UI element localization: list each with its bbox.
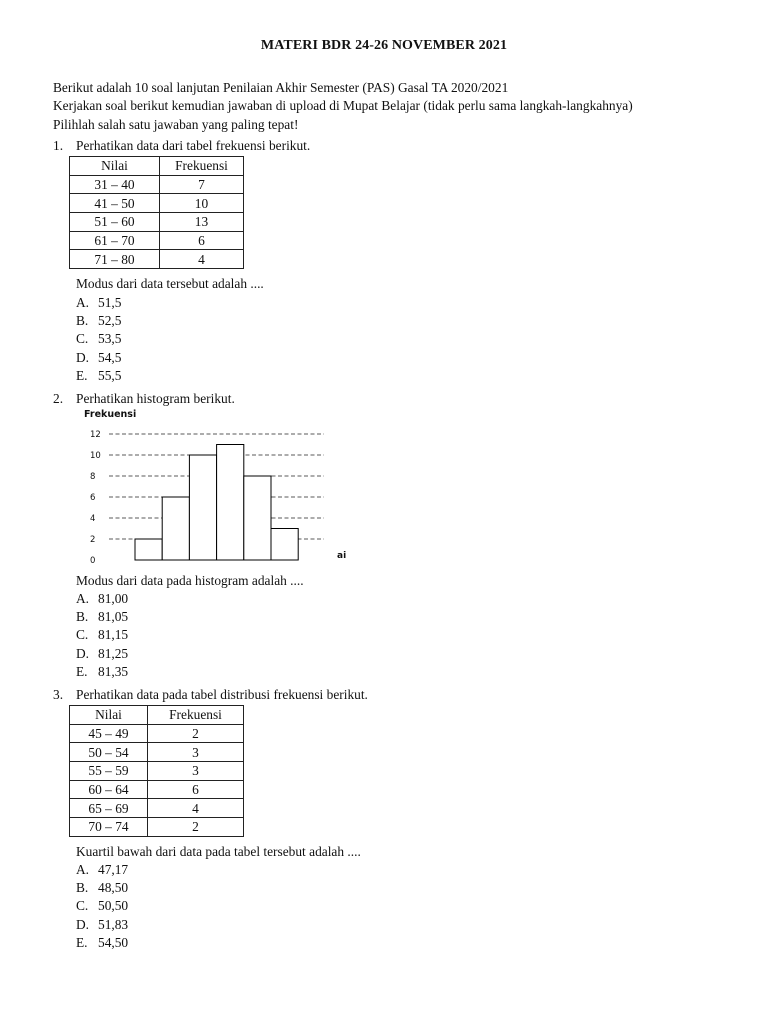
question-number: 1. [53, 138, 64, 153]
option-letter: E. [76, 367, 88, 383]
table-header-row [70, 157, 244, 176]
table-row [70, 743, 244, 762]
table-cell: 45 – 49 [70, 724, 148, 743]
y-tick-labels [90, 430, 101, 566]
option-value: 52,5 [98, 313, 122, 329]
table-row [70, 799, 244, 818]
table-cell: 13 [160, 213, 244, 232]
question-text: Perhatikan data dari tabel frekuensi berikut. [76, 138, 311, 153]
intro-line: Kerjakan soal berikut kemudian jawaban di upload di Mupat Belajar (tidak perlu sama langkah-langkahnya) [53, 98, 633, 114]
page-title: MATERI BDR 24-26 NOVEMBER 2021 [260, 38, 508, 53]
option-letter: E. [76, 663, 88, 679]
table-cell: 7 [160, 175, 244, 194]
option-value: 54,50 [98, 934, 129, 950]
q2-prompt: Modus dari data pada histogram adalah .... [76, 573, 304, 588]
histogram-bar [135, 539, 162, 560]
histogram-svg [80, 404, 360, 572]
answer-option [76, 645, 128, 663]
table-cell: 65 – 69 [70, 799, 148, 818]
answer-option [76, 897, 128, 915]
table-cell: 3 [148, 743, 244, 762]
table-cell: 3 [148, 762, 244, 781]
option-value: 48,50 [98, 880, 129, 896]
option-letter: A. [76, 591, 90, 606]
option-value: 81,25 [98, 645, 129, 661]
option-letter: D. [76, 349, 90, 365]
intro-line: Berikut adalah 10 soal lanjutan Penilaian Akhir Semester (PAS) Gasal TA 2020/2021 [53, 80, 509, 95]
option-value: 50,50 [98, 898, 129, 914]
answer-option [76, 934, 128, 952]
option-letter: B. [76, 880, 89, 896]
answer-option [76, 349, 121, 367]
question-1-heading [53, 138, 310, 154]
answer-option [76, 294, 121, 312]
bar-group [135, 445, 298, 561]
q3-prompt: Kuartil bawah dari data pada tabel tersebut adalah .... [76, 844, 361, 859]
y-tick-label: 12 [90, 430, 101, 440]
option-letter: A. [76, 295, 90, 310]
table-row [70, 194, 244, 213]
option-value: 81,35 [98, 663, 129, 679]
answer-option [76, 916, 128, 934]
histogram-bar [217, 445, 244, 561]
option-value: 81,15 [98, 627, 129, 643]
table-header-cell: Frekuensi [160, 157, 244, 176]
table-cell: 2 [148, 818, 244, 837]
answer-option [76, 330, 121, 348]
q2-options [76, 590, 128, 681]
option-value: 81,05 [98, 609, 129, 625]
histogram-chart [80, 404, 360, 572]
answer-option [76, 879, 128, 897]
intro-line: Pilihlah salah satu jawaban yang paling tepat! [53, 116, 299, 132]
option-value: 51,5 [98, 295, 122, 310]
y-tick-label: 0 [90, 556, 96, 566]
table-row [70, 780, 244, 799]
histogram-bar [244, 476, 271, 560]
q1-options [76, 294, 121, 385]
option-value: 55,5 [98, 367, 122, 383]
option-letter: A. [76, 862, 90, 877]
q3-frequency-table [69, 705, 244, 837]
table-cell: 10 [160, 194, 244, 213]
q3-options [76, 861, 128, 952]
table-cell: 71 – 80 [70, 250, 160, 269]
option-value: 51,83 [98, 916, 129, 932]
x-axis-label: ai [337, 551, 347, 561]
option-value: 53,5 [98, 331, 122, 347]
option-letter: B. [76, 313, 89, 329]
answer-option [76, 861, 128, 879]
option-letter: D. [76, 645, 90, 661]
table-header-row [70, 706, 244, 725]
table-header-cell: Nilai [70, 706, 148, 725]
table-row [70, 724, 244, 743]
table-cell: 41 – 50 [70, 194, 160, 213]
option-letter: B. [76, 609, 89, 625]
answer-option [76, 367, 121, 385]
table-row [70, 250, 244, 269]
table-cell: 6 [148, 780, 244, 799]
option-value: 54,5 [98, 349, 122, 365]
question-text: Perhatikan data pada tabel distribusi frekuensi berikut. [76, 687, 368, 702]
table-cell: 2 [148, 724, 244, 743]
table-header-cell: Frekuensi [148, 706, 244, 725]
table-cell: 4 [148, 799, 244, 818]
y-tick-label: 10 [90, 451, 101, 461]
table-row [70, 175, 244, 194]
histogram-bar [162, 497, 189, 560]
q1-frequency-table [69, 156, 244, 269]
y-axis-label: Frekuensi [84, 409, 137, 420]
question-number: 3. [53, 687, 64, 702]
table-cell: 51 – 60 [70, 213, 160, 232]
table-cell: 55 – 59 [70, 762, 148, 781]
table-row [70, 213, 244, 232]
y-tick-label: 4 [90, 514, 96, 524]
table-cell: 6 [160, 231, 244, 250]
table-cell: 70 – 74 [70, 818, 148, 837]
option-value: 81,00 [98, 591, 129, 606]
y-tick-label: 8 [90, 472, 96, 482]
answer-option [76, 663, 128, 681]
answer-option [76, 312, 121, 330]
table-cell: 31 – 40 [70, 175, 160, 194]
table-header-cell: Nilai [70, 157, 160, 176]
table-cell: 60 – 64 [70, 780, 148, 799]
table-cell: 50 – 54 [70, 743, 148, 762]
option-letter: C. [76, 331, 89, 347]
question-3-heading [53, 687, 368, 703]
answer-option [76, 608, 128, 626]
intro-text [53, 79, 633, 134]
table-cell: 4 [160, 250, 244, 269]
option-letter: C. [76, 627, 89, 643]
table-row [70, 818, 244, 837]
question-number: 2. [53, 391, 64, 406]
histogram-bar [271, 529, 298, 561]
y-tick-label: 2 [90, 535, 96, 545]
table-cell: 61 – 70 [70, 231, 160, 250]
table-row [70, 231, 244, 250]
option-value: 47,17 [98, 862, 129, 877]
option-letter: D. [76, 916, 90, 932]
option-letter: C. [76, 898, 89, 914]
question-text: Perhatikan histogram berikut. [76, 391, 235, 406]
option-letter: E. [76, 934, 88, 950]
answer-option [76, 590, 128, 608]
answer-option [76, 626, 128, 644]
q1-prompt: Modus dari data tersebut adalah .... [76, 276, 264, 291]
histogram-bar [189, 455, 216, 560]
table-row [70, 762, 244, 781]
y-tick-label: 6 [90, 493, 96, 503]
